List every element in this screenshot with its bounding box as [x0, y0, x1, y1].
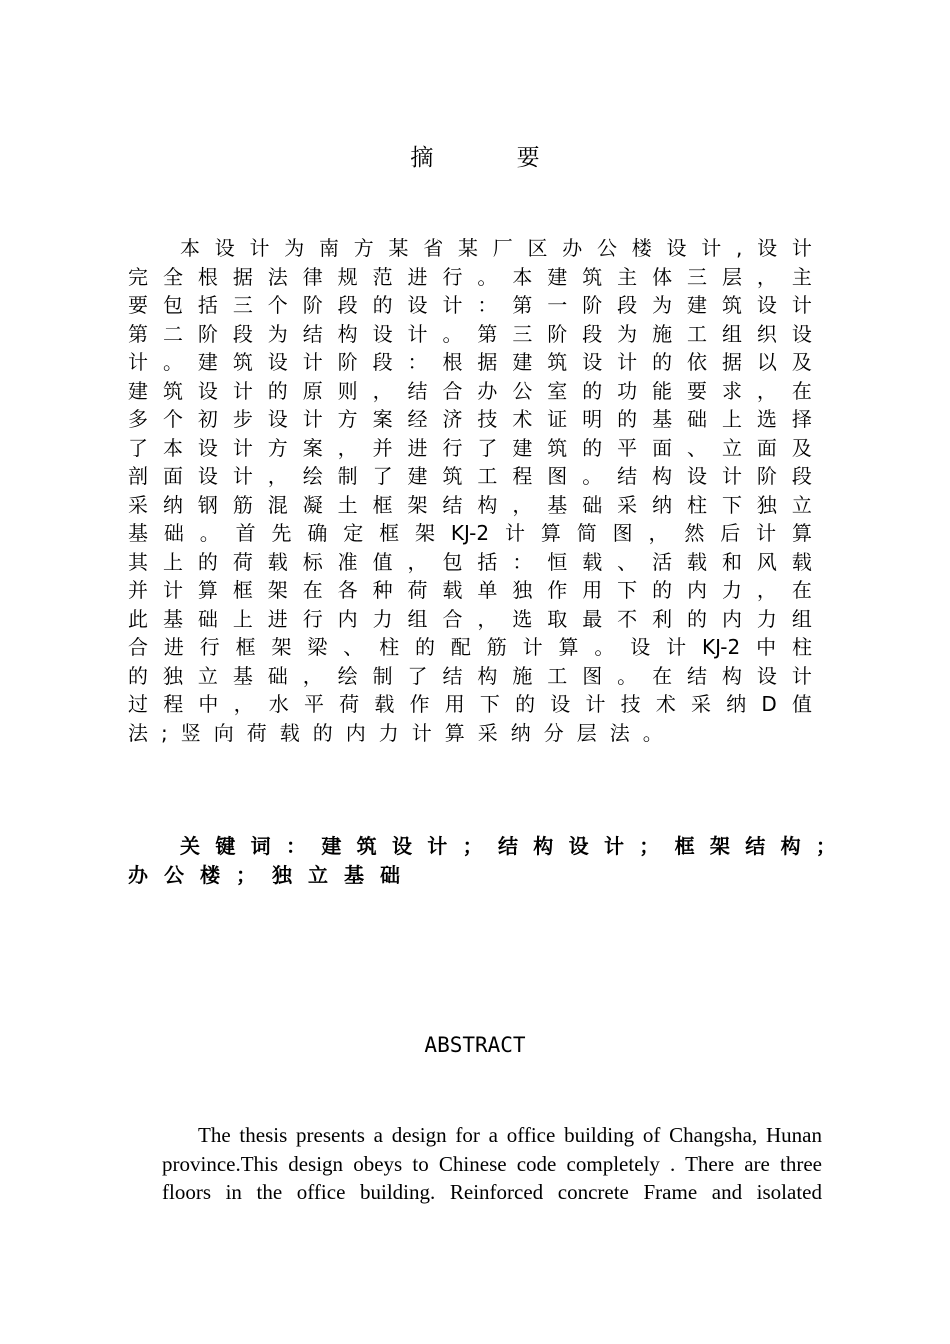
keywords-line: 办 公 楼 ； 独 立 基 础 [128, 863, 400, 887]
abstract-line: province.This design obeys to Chinese code completely . There are three [162, 1151, 822, 1176]
abstract-line: 的 独 立 基 础 ， 绘 制 了 结 构 施 工 图 。 在 结 构 设 计 [128, 663, 812, 688]
abstract-line: 采 纳 钢 筋 混 凝 土 框 架 结 构 ， 基 础 采 纳 柱 下 独 立 [128, 492, 812, 517]
abstract-line: 要 包 括 三 个 阶 段 的 设 计 ： 第 一 阶 段 为 建 筑 设 计 [128, 293, 812, 317]
abstract-line: 本 设 计 为 南 方 某 省 某 厂 区 办 公 楼 设 计 , 设 计 [180, 236, 812, 260]
abstract-line: 过 程 中 ， 水 平 荷 载 作 用 下 的 设 计 技 术 采 纳 D 值 [128, 692, 812, 716]
chinese-abstract [128, 234, 812, 747]
abstract-line: 其 上 的 荷 载 标 准 值 ， 包 括 ： 恒 载 、 活 载 和 风 载 [128, 549, 812, 574]
abstract-line: 剖 面 设 计 ， 绘 制 了 建 筑 工 程 图 。 结 构 设 计 阶 段 [128, 464, 812, 488]
abstract-line: 法 ; 竖 向 荷 载 的 内 力 计 算 采 纳 分 层 法 。 [128, 720, 663, 745]
abstract-line: The thesis presents a design for a office building of Changsha, Hunan [198, 1123, 822, 1147]
english-abstract-title: ABSTRACT [424, 1033, 526, 1057]
abstract-line: 此 基 础 上 进 行 内 力 组 合 ， 选 取 最 不 利 的 内 力 组 [128, 606, 812, 631]
abstract-line: 建 筑 设 计 的 原 则 ， 结 合 办 公 室 的 功 能 要 求 ， 在 [128, 378, 812, 403]
keywords-section [128, 832, 836, 890]
abstract-line: 了 本 设 计 方 案 ， 并 进 行 了 建 筑 的 平 面 、 立 面 及 [128, 435, 812, 460]
abstract-line: 合 进 行 框 架 梁 、 柱 的 配 筋 计 算 。 设 计 KJ-2 中 柱 [128, 635, 812, 659]
abstract-line: floors in the office building. Reinforced concrete Frame and isolated [162, 1180, 822, 1204]
abstract-line: 多 个 初 步 设 计 方 案 经 济 技 术 证 明 的 基 础 上 选 择 [128, 407, 812, 431]
english-abstract [162, 1121, 822, 1207]
abstract-line: 完 全 根 据 法 律 规 范 进 行 。 本 建 筑 主 体 三 层 ， 主 [128, 264, 812, 289]
abstract-line: 基 础 。 首 先 确 定 框 架 KJ-2 计 算 简 图 ， 然 后 计 算 [128, 521, 812, 545]
page-title: 摘 要 [410, 145, 578, 171]
abstract-line: 第 二 阶 段 为 结 构 设 计 。 第 三 阶 段 为 施 工 组 织 设 [128, 321, 812, 346]
abstract-line: 并 计 算 框 架 在 各 种 荷 载 单 独 作 用 下 的 内 力 ， 在 [128, 578, 812, 602]
keywords-line: 关 键 词 ： 建 筑 设 计 ； 结 构 设 计 ； 框 架 结 构 ； [180, 834, 836, 858]
abstract-line: 计 。 建 筑 设 计 阶 段 ： 根 据 建 筑 设 计 的 依 据 以 及 [128, 350, 812, 374]
